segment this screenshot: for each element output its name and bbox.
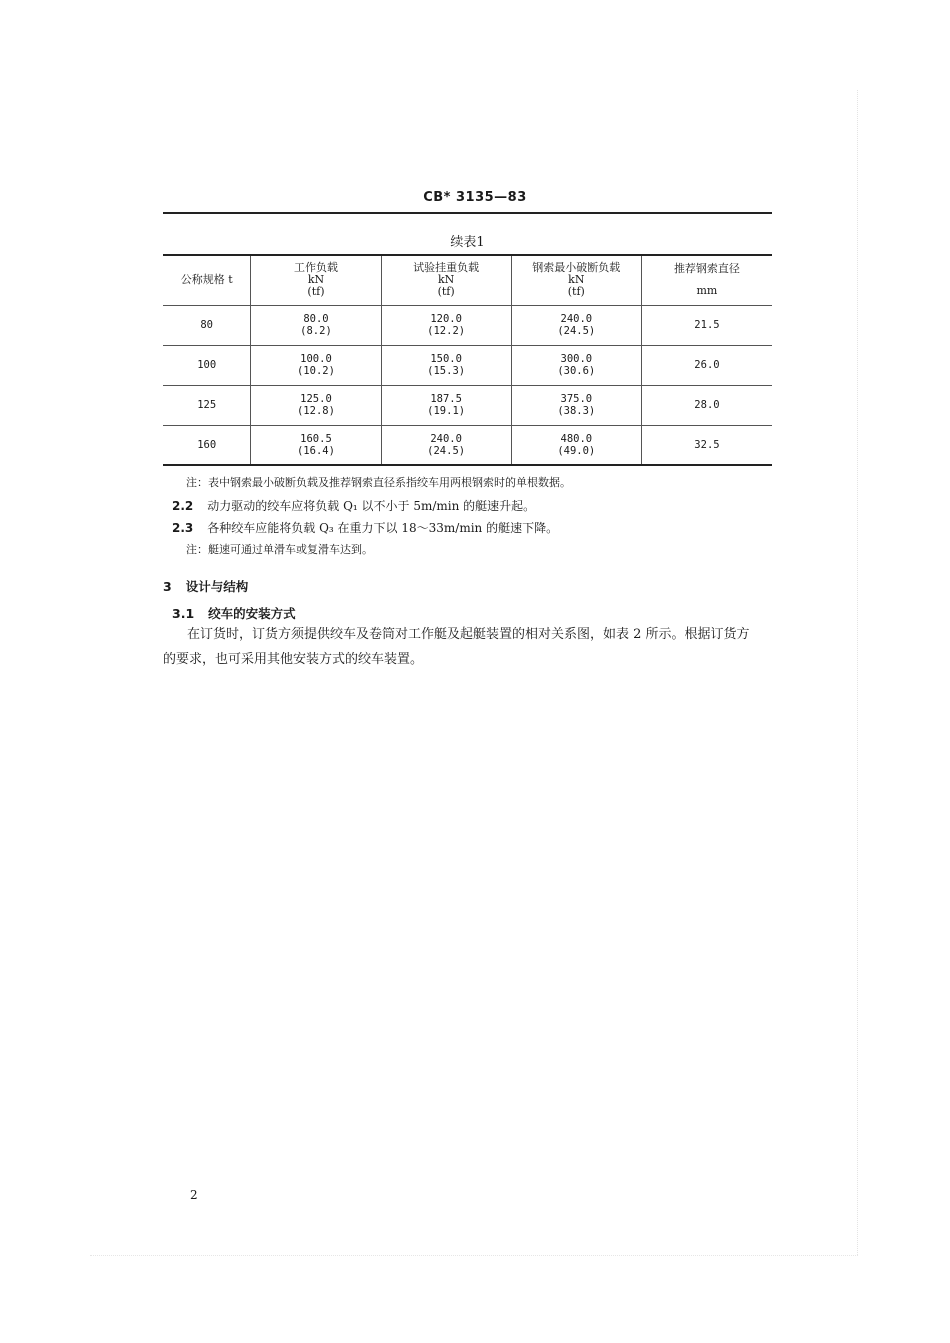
clause-2-2 [172, 497, 535, 514]
table-caption: 续表1 [450, 235, 485, 250]
cell-value: 125 [197, 399, 217, 411]
cell-value: 100 [197, 359, 217, 371]
cell-working-load [251, 385, 381, 425]
header-label: 公称规格 t [180, 273, 233, 287]
cell-value-kn: 80.0 [303, 313, 329, 325]
table-row [163, 345, 772, 385]
clause-2-3 [172, 519, 558, 536]
header-rope-diameter [641, 255, 772, 305]
header-unit: kN [437, 273, 455, 287]
cell-value-tf: (19.1) [427, 405, 466, 417]
header-subunit: (tf) [437, 285, 455, 299]
header-test-load [381, 255, 511, 305]
cell-rope-diameter [641, 345, 772, 385]
page-number: 2 [190, 1188, 198, 1202]
cell-test-load [381, 305, 511, 345]
cell-value-kn: 300.0 [560, 353, 593, 365]
table-body [163, 305, 772, 465]
cell-spec [163, 345, 251, 385]
cell-value-kn: 160.5 [300, 432, 332, 445]
cell-value-tf: (24.5) [427, 444, 466, 457]
cell-spec [163, 425, 251, 465]
cell-value-tf: (15.3) [427, 365, 466, 377]
cell-breaking-load [511, 305, 641, 345]
cell-value: 26.0 [694, 359, 720, 371]
cell-value-tf: (10.2) [296, 365, 335, 377]
cell-value-tf: (12.8) [296, 405, 335, 417]
cell-value-tf: (8.2) [300, 325, 332, 337]
specification-table [163, 254, 772, 466]
clause-text: 各种绞车应能将负载 Q₃ 在重力下以 18～33m/min 的艇速下降。 [207, 521, 559, 535]
cell-spec [163, 305, 251, 345]
header-breaking-load [511, 255, 641, 305]
standard-code-header: CB* 3135—83 [423, 190, 527, 205]
clause-note: 注：艇速可通过单滑车或复滑车达到。 [186, 543, 373, 556]
header-label: 试验挂重负载 [413, 261, 480, 275]
cell-value-kn: 125.0 [300, 393, 332, 405]
clause-number: 2.3 [172, 521, 194, 535]
subsection-title [172, 604, 296, 622]
header-nominal-spec [163, 255, 251, 305]
section-title [163, 577, 248, 595]
cell-rope-diameter [641, 305, 772, 345]
cell-value: 80 [200, 319, 214, 331]
cell-spec [163, 385, 251, 425]
cell-value-tf: (49.0) [557, 444, 596, 457]
header-subunit: (tf) [567, 285, 585, 299]
cell-breaking-load [511, 425, 641, 465]
cell-value-tf: (30.6) [557, 365, 596, 377]
header-subunit: (tf) [307, 285, 325, 299]
cell-value: 32.5 [694, 438, 720, 451]
cell-rope-diameter [641, 385, 772, 425]
cell-value-kn: 480.0 [560, 432, 593, 445]
cell-value-kn: 375.0 [560, 393, 593, 405]
table-note: 注：表中钢索最小破断负载及推荐钢索直径系指绞车用两根钢索时的单根数据。 [186, 476, 571, 489]
cell-test-load [381, 425, 511, 465]
cell-value-tf: (16.4) [296, 444, 335, 457]
cell-value-tf: (38.3) [557, 405, 596, 417]
header-working-load [251, 255, 381, 305]
cell-value-kn: 120.0 [430, 313, 462, 325]
header-label: 钢索最小破断负载 [532, 261, 621, 275]
paragraph-line: 的要求，也可采用其他安装方式的绞车装置。 [163, 652, 424, 667]
cell-value-kn: 240.0 [560, 313, 593, 325]
subsection-label: 绞车的安装方式 [208, 606, 296, 621]
header-unit: kN [307, 273, 325, 287]
cell-value-kn: 187.5 [430, 393, 462, 405]
table-header-row [163, 255, 772, 305]
cell-breaking-load [511, 385, 641, 425]
cell-breaking-load [511, 345, 641, 385]
cell-value-kn: 100.0 [300, 353, 332, 365]
cell-value-kn: 150.0 [430, 353, 462, 365]
paragraph-line: 在订货时，订货方须提供绞车及卷筒对工作艇及起艇装置的相对关系图，如表 2 所示。根据订货方 [187, 627, 750, 642]
clause-text: 动力驱动的绞车应将负载 Q₁ 以不小于 5m/min 的艇速升起。 [207, 499, 536, 513]
body-paragraph [163, 622, 783, 672]
header-label: 推荐钢索直径 [673, 262, 740, 276]
cell-value-tf: (24.5) [557, 325, 596, 337]
page-edge [856, 90, 858, 1255]
cell-value: 21.5 [694, 319, 720, 331]
page-bottom-edge [90, 1255, 858, 1256]
cell-test-load [381, 345, 511, 385]
header-unit: mm [696, 284, 718, 298]
cell-value: 160 [197, 438, 217, 451]
cell-value-kn: 240.0 [430, 432, 462, 445]
cell-value: 28.0 [694, 399, 720, 411]
header-rule [163, 212, 772, 214]
clause-number: 2.2 [172, 499, 194, 513]
section-number: 3 [163, 579, 172, 594]
header-unit: kN [568, 273, 585, 287]
cell-rope-diameter [641, 425, 772, 465]
table-row [163, 425, 772, 465]
cell-test-load [381, 385, 511, 425]
cell-working-load [251, 425, 381, 465]
cell-working-load [251, 305, 381, 345]
header-label: 工作负载 [293, 261, 338, 275]
section-label: 设计与结构 [185, 579, 249, 594]
subsection-number: 3.1 [172, 606, 195, 621]
cell-value-tf: (12.2) [427, 325, 466, 337]
table-row [163, 385, 772, 425]
table-row [163, 305, 772, 345]
cell-working-load [251, 345, 381, 385]
